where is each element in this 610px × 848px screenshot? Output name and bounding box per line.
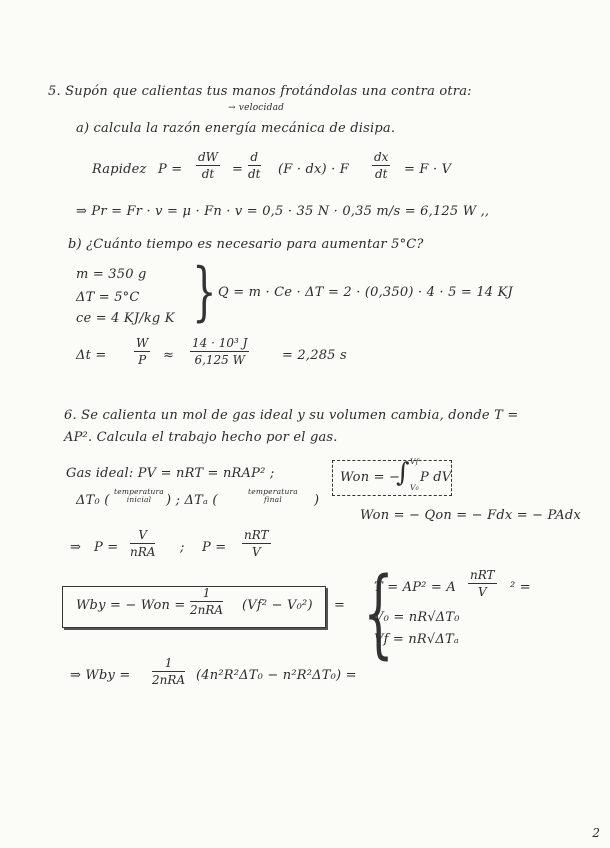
t0-sub-line1: temperatura [114,487,164,496]
p2-num: nRT [244,528,269,542]
power-result: ⇒ Pr = Fr · v = μ · Fn · v = 0,5 · 35 N · 0,35 m/s = 6,125 W ,, [76,204,490,219]
left-brace-icon: { [363,557,394,669]
problem-5-title: 5. Supón que calientas tus manos frotándolas una contra otra: [48,84,472,99]
energy-over-power [190,336,249,367]
tf-sub [248,488,298,504]
p-frac-1 [130,528,155,559]
p1-num: V [138,528,148,542]
p1-den: nRA [130,545,156,559]
t0-label: ΔT₀ ( [76,493,110,508]
eq1-frac-dwdt [196,150,220,181]
eq1-end: = F · V [404,162,452,177]
eq1-dt1: dt [201,167,215,181]
integral-upper: Vf [410,457,419,466]
t0-sub [114,488,164,504]
final-num: 1 [164,656,173,670]
tf-label: ) ; ΔTₐ ( [166,493,218,508]
vf-relation: Vf = nR√ΔTₐ [374,632,459,647]
eq1-dt3: dt [374,167,388,181]
w-symbol: W [136,336,149,350]
brace-icon: } [192,255,217,329]
p-eq-2: P = [202,540,227,555]
t0-sub-line2: inicial [126,495,152,504]
delta-t-lhs: Δt = [76,348,107,363]
t-relation-lhs: T = AP² = A [374,580,456,595]
wby-lhs: Wby = − Won = [76,598,186,613]
integral-sign-icon: ∫ [396,458,410,488]
delta-t-value: ΔT = 5°C [76,290,140,305]
t-num: nRT [470,568,495,582]
p-eq-1: P = [94,540,119,555]
eq1-dw: dW [198,150,219,164]
integral-body: P dV [420,470,452,485]
wby-num: 1 [202,586,211,600]
heat-equation: Q = m · Ce · ΔT = 2 · (0,350) · 4 · 5 = 14 KJ [218,285,513,300]
eq1-equals: = [232,162,244,177]
final-lhs: ⇒ Wby = [70,668,131,683]
page-number: 2 [592,826,600,840]
implies-1: ⇒ [70,540,82,555]
w-over-p [134,336,150,367]
final-rhs: (4n²R²ΔT₀ − n²R²ΔT₀) = [196,668,357,683]
energy-value: 14 · 10³ J [192,336,248,350]
tf-sub-line2: final [264,495,282,504]
v0-relation: V₀ = nR√ΔT₀ [374,610,460,625]
ideal-gas-law: Gas ideal: PV = nRT = nRAP² ; [66,466,275,481]
semicolon: ; [180,540,185,555]
t-relation-rhs: ² = [510,580,531,595]
eq1-d: d [250,150,259,164]
eq1-dx: dx [374,150,389,164]
part-a-label: a) calcula la razón energía mecánica de disipa. [76,121,396,136]
ce-value: ce = 4 KJ/kg K [76,311,175,326]
integral-lower: V₀ [410,483,419,492]
won-second: Won = − Qon = − Fdx = − PAdx [360,508,581,523]
tf-close: ) [314,493,320,508]
part-b-label: b) ¿Cuánto tiempo es necesario para aumentar 5°C? [68,237,424,252]
t-relation-frac [468,568,497,599]
final-frac [152,656,185,687]
eq1-mid: (F · dx) · F [278,162,350,177]
wby-den: 2nRA [190,603,224,617]
t-den: V [477,585,487,599]
wby-frac [190,586,223,617]
time-result: = 2,285 s [282,348,347,363]
problem-6-title-line1: 6. Se calienta un mol de gas ideal y su volumen cambia, donde T = [64,408,519,423]
eq1-frac-dxdt [372,150,390,181]
eq1-p: P = [158,162,183,177]
problem-6-title-line2: AP². Calcula el trabajo hecho por el gas. [64,430,338,445]
approx-symbol: ≈ [163,348,175,363]
velocity-annotation: → velocidad [228,103,285,113]
tf-sub-line1: temperatura [248,487,298,496]
p2-den: V [251,545,261,559]
eq1-dt2: dt [248,167,261,181]
power-value: 6,125 W [194,353,245,367]
eq1-frac-ddt [248,150,261,181]
rapidez-label: Rapidez [92,162,147,177]
final-den: 2nRA [152,673,186,687]
wby-rhs: (Vf² − V₀²) [242,598,313,613]
p-frac-2 [242,528,271,559]
won-lhs: Won = − [340,470,401,485]
mass-value: m = 350 g [76,267,147,282]
p-symbol: P [138,353,147,367]
equals-sign: = [334,598,346,613]
